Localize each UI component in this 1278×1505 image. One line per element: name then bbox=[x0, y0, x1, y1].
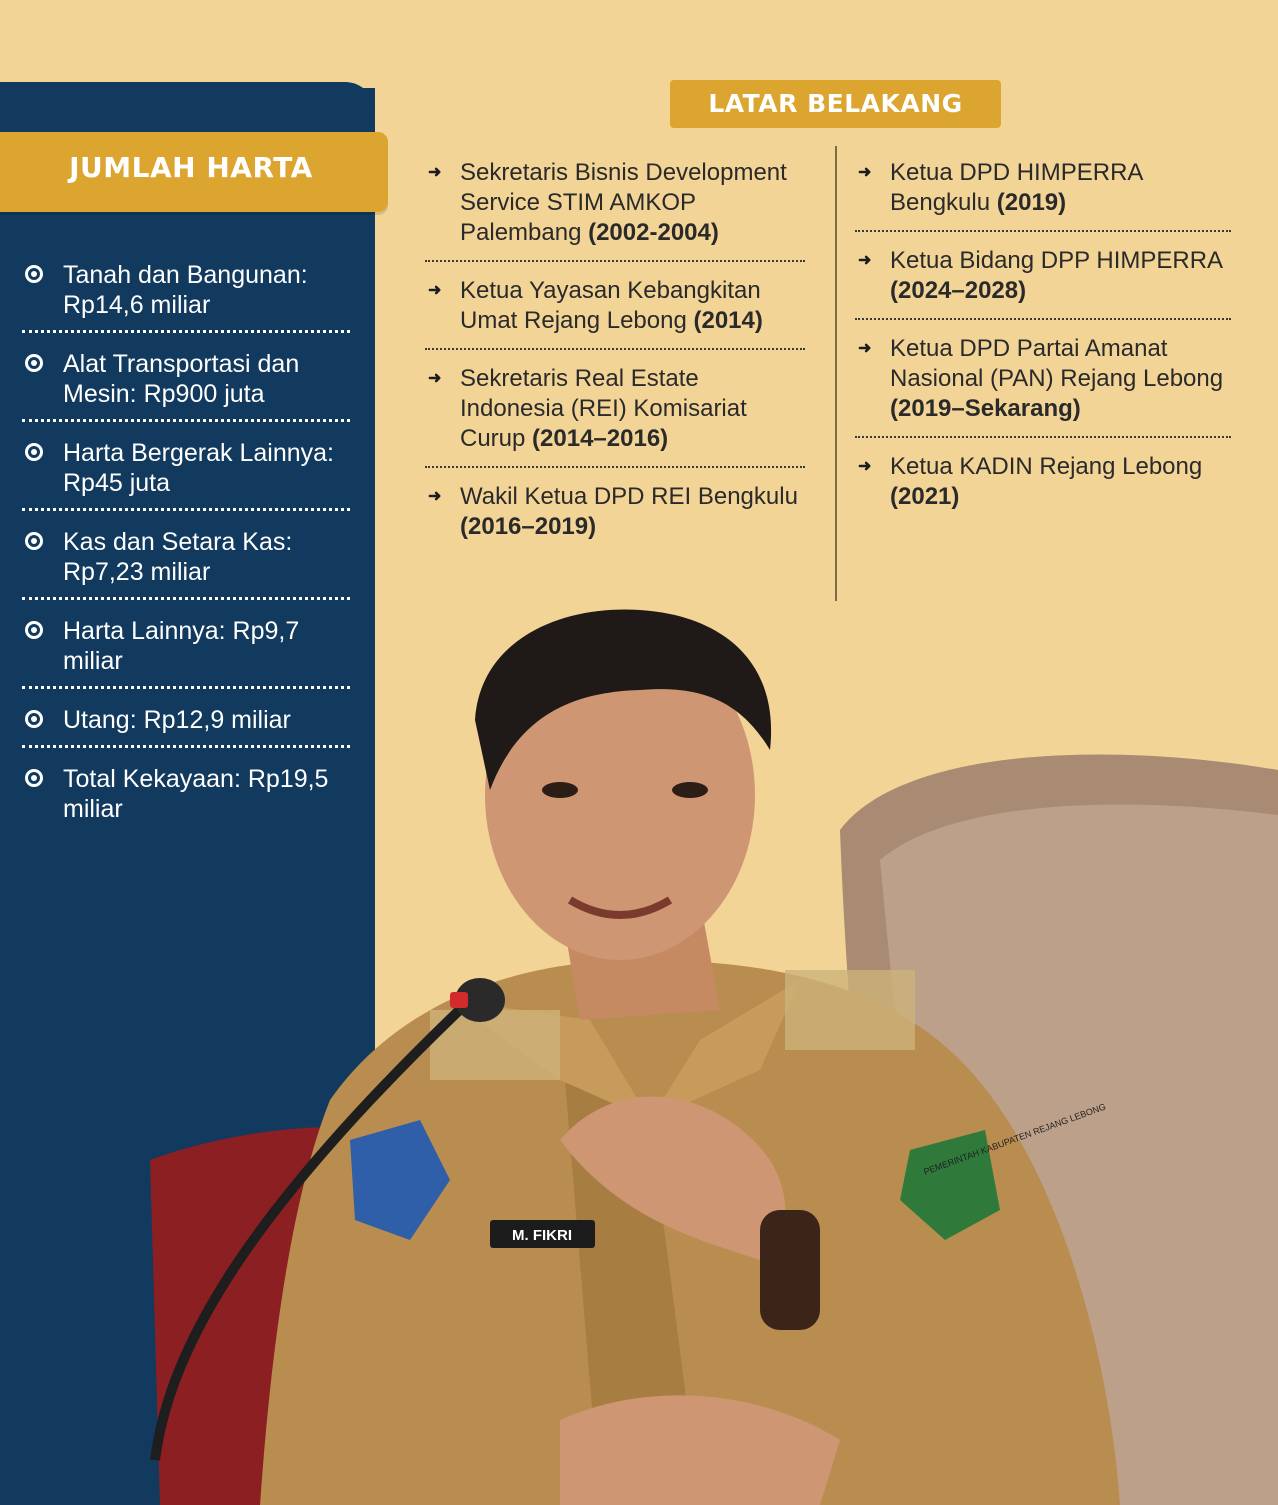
background-period: (2019–Sekarang) bbox=[890, 395, 1081, 422]
background-role: Ketua Bidang DPP HIMPERRA bbox=[890, 247, 1222, 274]
background-item bbox=[425, 364, 805, 468]
background-period: (2014–2016) bbox=[532, 425, 669, 452]
arrow-right-icon: ➜ bbox=[858, 252, 872, 269]
harta-item-text: Tanah dan Bangunan: Rp14,6 miliar bbox=[63, 261, 308, 319]
harta-item-text: Harta Lainnya: Rp9,7 miliar bbox=[63, 617, 300, 675]
background-role: Sekretaris Real Estate Indonesia (REI) Komisariat Curup bbox=[460, 365, 747, 452]
harta-item-text: Utang: Rp12,9 miliar bbox=[63, 706, 291, 734]
arrow-right-icon: ➜ bbox=[428, 164, 442, 181]
arrow-right-icon: ➜ bbox=[858, 458, 872, 475]
arrow-right-icon: ➜ bbox=[428, 282, 442, 299]
arrow-right-icon: ➜ bbox=[428, 488, 442, 505]
arrow-right-icon: ➜ bbox=[428, 370, 442, 387]
panel-top-gap bbox=[0, 0, 375, 88]
harta-item-text: Total Kekayaan: Rp19,5 miliar bbox=[63, 765, 329, 823]
background-item bbox=[425, 276, 805, 350]
harta-item bbox=[22, 523, 350, 600]
latar-column-left bbox=[425, 158, 805, 568]
latar-column-right bbox=[855, 158, 1231, 538]
target-icon bbox=[25, 265, 43, 283]
background-item bbox=[855, 246, 1231, 320]
background-role: Ketua Yayasan Kebangkitan Umat Rejang Lebong bbox=[460, 277, 761, 334]
harta-item bbox=[22, 345, 350, 422]
harta-item bbox=[22, 256, 350, 333]
background-period: (2002-2004) bbox=[588, 219, 719, 246]
background-period: (2016–2019) bbox=[460, 513, 597, 540]
background-item bbox=[855, 452, 1231, 524]
harta-item-text: Kas dan Setara Kas: Rp7,23 miliar bbox=[63, 528, 293, 586]
panel-top-cap bbox=[0, 82, 375, 122]
harta-title-ribbon bbox=[0, 132, 388, 212]
background-item bbox=[425, 482, 805, 554]
background-period: (2019) bbox=[996, 189, 1067, 216]
arrow-right-icon: ➜ bbox=[858, 340, 872, 357]
background-role: Ketua DPD HIMPERRA Bengkulu bbox=[890, 159, 1143, 216]
background-period: (2014) bbox=[693, 307, 763, 334]
harta-title: JUMLAH HARTA bbox=[69, 151, 313, 184]
harta-item-text: Harta Bergerak Lainnya: Rp45 juta bbox=[63, 439, 334, 497]
harta-item bbox=[22, 434, 350, 511]
latar-title-badge bbox=[670, 80, 1001, 128]
background-role: Sekretaris Bisnis Development Service STIM AMKOP Palembang bbox=[460, 159, 787, 246]
target-icon bbox=[25, 532, 43, 550]
column-divider bbox=[835, 146, 837, 601]
official-photo-illustration bbox=[0, 600, 1278, 1505]
latar-title: LATAR BELAKANG bbox=[708, 89, 963, 118]
harta-item-text: Alat Transportasi dan Mesin: Rp900 juta bbox=[63, 350, 300, 408]
background-item bbox=[855, 158, 1231, 232]
target-icon bbox=[25, 443, 43, 461]
background-item bbox=[425, 158, 805, 262]
patch-text: PEMERINTAH KABUPATEN REJANG LEBONG bbox=[922, 1101, 1108, 1177]
background-role: Wakil Ketua DPD REI Bengkulu bbox=[460, 483, 798, 510]
name-tag-text: M. FIKRI bbox=[512, 1227, 572, 1244]
background-period: (2021) bbox=[890, 483, 960, 510]
background-item bbox=[855, 334, 1231, 438]
official-photo bbox=[0, 600, 1278, 1505]
background-role: Ketua KADIN Rejang Lebong bbox=[890, 453, 1203, 480]
target-icon bbox=[25, 354, 43, 372]
background-period: (2024–2028) bbox=[890, 277, 1027, 304]
arrow-right-icon: ➜ bbox=[858, 164, 872, 181]
background-role: Ketua DPD Partai Amanat Nasional (PAN) Rejang Lebong bbox=[890, 335, 1224, 392]
